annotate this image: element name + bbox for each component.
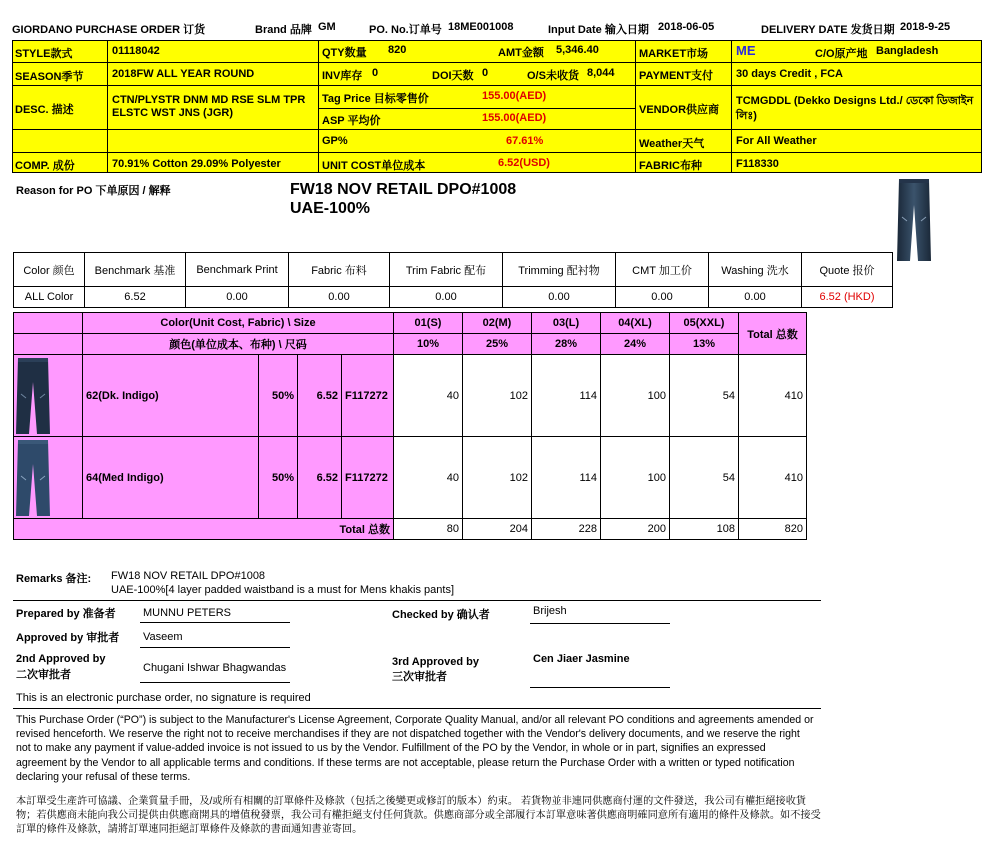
remarks-line1: FW18 NOV RETAIL DPO#1008 — [111, 570, 266, 582]
style-value: 01118042 — [112, 45, 160, 57]
desc-line1: CTN/PLYSTR DNM MD RSE SLM TPR — [112, 94, 306, 106]
vendor-line1: TCMGDDL (Dekko Designs Ltd./ ডেকো ডিজাইন — [736, 95, 974, 107]
jeans-product-image — [894, 177, 934, 263]
row-total: 410 — [739, 355, 807, 437]
footer-qty: 108 — [670, 519, 739, 540]
qty-cell: 114 — [532, 355, 601, 437]
bench-header: CMT 加工价 — [616, 253, 709, 287]
reason-line2: UAE-100% — [290, 200, 371, 217]
jeans-med-indigo-image — [14, 438, 52, 518]
asp-value: 155.00(AED) — [482, 112, 547, 124]
weather-value: For All Weather — [736, 135, 817, 147]
qty-cell: 102 — [463, 437, 532, 519]
payment-value: 30 days Credit , FCA — [736, 68, 843, 80]
vendor-line2: লিঃ) — [736, 110, 757, 122]
season-label: SEASON季节 — [15, 71, 84, 83]
bench-header: Fabric 布料 — [289, 253, 390, 287]
bench-header: Quote 报价 — [802, 253, 893, 287]
unit-cost-label: UNIT COST单位成本 — [322, 160, 426, 172]
comp-label: COMP. 成份 — [15, 160, 75, 172]
brand-label: Brand 品牌 — [255, 24, 312, 36]
color-name: 62(Dk. Indigo) — [83, 355, 259, 437]
footer-qty: 228 — [532, 519, 601, 540]
qty-cell: 40 — [394, 437, 463, 519]
checked-value: Brijesh — [533, 605, 567, 617]
size-ratio: 28% — [532, 334, 601, 355]
style-label: STYLE款式 — [15, 48, 73, 60]
amt-label: AMT金额 — [498, 47, 544, 59]
bench-value: 0.00 — [390, 287, 503, 308]
color-name: 64(Med Indigo) — [83, 437, 259, 519]
prepared-label: Prepared by 准备者 — [16, 608, 116, 620]
desc-line2: ELSTC WST JNS (JGR) — [112, 107, 234, 119]
footer-qty: 204 — [463, 519, 532, 540]
size-table-title-cn: 颜色(单位成本、布种) \ 尺码 — [83, 334, 394, 355]
inv-value: 0 — [372, 67, 379, 79]
terms-chinese: 本訂單受生產許可協議、企業質量手冊，及/或所有相關的訂單條件及條款（包括之後變更或修訂的版本）約束。 若貨物並非連同供應商付運的文件發送，我公司有權拒絕接收貨物；若供應商未能向我公司提供由供應商開具的增值稅發票，我公司有權拒絕支付任何貨款。供應商部分或全部履行本訂單意味著供應商明確同意所有適用的條件及條款。如不接受訂單的條件及條款，請將訂單連同拒絕訂單條件及條款的書面通知書並寄回。 — [16, 796, 821, 836]
footer-qty: 80 — [394, 519, 463, 540]
third-approved-value: Cen Jiaer Jasmine — [533, 653, 630, 665]
bench-value: 6.52 — [85, 287, 186, 308]
qty-cell: 40 — [394, 355, 463, 437]
delivery-date-label: DELIVERY DATE 发货日期 — [761, 24, 895, 36]
color-fabric: F117272 — [342, 437, 394, 519]
gp-value: 67.61% — [506, 135, 544, 147]
qty-cell: 100 — [601, 437, 670, 519]
footer-qty: 200 — [601, 519, 670, 540]
os-label: O/S未收货 — [527, 70, 579, 82]
bench-header: Trimming 配衬物 — [503, 253, 616, 287]
weather-label: Weather天气 — [639, 138, 705, 150]
bench-header: Trim Fabric 配布 — [390, 253, 503, 287]
color-fabric: F117272 — [342, 355, 394, 437]
total-header: Total 总数 — [739, 313, 807, 355]
bench-header: Benchmark Print — [186, 253, 289, 287]
remarks-line2: UAE-100%[4 layer padded waistband is a must for Mens khakis pants] — [111, 584, 455, 596]
company-title: GIORDANO PURCHASE ORDER 订货 — [12, 24, 206, 36]
bench-header: Washing 洗水 — [709, 253, 802, 287]
bench-value: 0.00 — [186, 287, 289, 308]
table-row — [14, 355, 807, 437]
origin-value: Bangladesh — [876, 45, 939, 57]
color-percent: 50% — [259, 355, 298, 437]
benchmark-table — [13, 252, 893, 308]
third-approved-label-en: 3rd Approved by — [392, 656, 479, 668]
color-cost: 6.52 — [298, 355, 342, 437]
bench-value: 0.00 — [503, 287, 616, 308]
payment-label: PAYMENT支付 — [639, 70, 713, 82]
input-date-label: Input Date 输入日期 — [548, 24, 649, 36]
fabric-value: F118330 — [736, 158, 779, 170]
third-approved-label-cn: 三次审批者 — [392, 671, 447, 683]
bench-header: Color 颜色 — [14, 253, 85, 287]
size-ratio: 13% — [670, 334, 739, 355]
brand-value: GM — [318, 21, 336, 33]
checked-label: Checked by 确认者 — [392, 609, 490, 621]
second-approved-label-cn: 二次审批者 — [16, 669, 71, 681]
color-percent: 50% — [259, 437, 298, 519]
footer-total-label: Total 总数 — [14, 519, 394, 540]
unit-cost-value: 6.52(USD) — [498, 157, 550, 169]
fabric-label: FABRIC布种 — [639, 160, 702, 172]
second-approved-label-en: 2nd Approved by — [16, 653, 106, 665]
size-ratio: 10% — [394, 334, 463, 355]
origin-label: C/O原产地 — [815, 48, 868, 60]
qty-cell: 102 — [463, 355, 532, 437]
approved-value: Vaseem — [143, 631, 183, 643]
reason-line1: FW18 NOV RETAIL DPO#1008 — [290, 181, 517, 198]
row-total: 410 — [739, 437, 807, 519]
input-date-value: 2018-06-05 — [658, 21, 715, 33]
po-label: PO. No.订单号 — [369, 24, 442, 36]
bench-quote-value: 6.52 (HKD) — [802, 287, 893, 308]
asp-label: ASP 平均价 — [322, 115, 381, 127]
table-row — [14, 437, 807, 519]
bench-value: ALL Color — [14, 287, 85, 308]
bench-value: 0.00 — [289, 287, 390, 308]
size-table-title-en: Color(Unit Cost, Fabric) \ Size — [83, 313, 394, 334]
bench-value: 0.00 — [616, 287, 709, 308]
second-approved-value: Chugani Ishwar Bhagwandas — [143, 662, 287, 674]
size-header: 03(L) — [532, 313, 601, 334]
doi-label: DOI天数 — [432, 70, 474, 82]
terms-english: This Purchase Order (“PO”) is subject to the Manufacturer's License Agreement, Corporate Quality Manual, and/or all relevant PO conditions and agreements amended or revised henceforth. We reserve the right not to receive merchandises if they are not dispatched together with the Vendor's delivery documents, and we reserve the right not to make any payment if value-added invoice is not issued to us by the Vendor. Fulfillment of the PO by the Vendor, in whole or in part, signifies an expressed agreement by the Vendor to all applicable terms and conditions. If these terms are not acceptable, please return the Purchase Order with a written or typed notification declaring your refusal of these terms. — [16, 714, 814, 783]
tag-price-value: 155.00(AED) — [482, 90, 547, 102]
amt-value: 5,346.40 — [556, 44, 599, 56]
qty-cell: 114 — [532, 437, 601, 519]
color-cost: 6.52 — [298, 437, 342, 519]
size-header: 04(XL) — [601, 313, 670, 334]
remarks-label: Remarks 备注: — [16, 573, 92, 585]
doi-value: 0 — [482, 67, 489, 79]
comp-value: 70.91% Cotton 29.09% Polyester — [112, 158, 281, 170]
po-value: 18ME001008 — [448, 21, 514, 33]
delivery-date-value: 2018-9-25 — [900, 21, 951, 33]
jeans-dark-indigo-image — [14, 356, 52, 436]
bench-header: Benchmark 基准 — [85, 253, 186, 287]
footer-grand-total: 820 — [739, 519, 807, 540]
qty-cell: 54 — [670, 355, 739, 437]
approved-label: Approved by 审批者 — [16, 632, 120, 644]
market-value: ME — [736, 43, 756, 58]
qty-cell: 100 — [601, 355, 670, 437]
prepared-value: MUNNU PETERS — [143, 607, 232, 619]
inv-label: INV库存 — [322, 70, 363, 82]
size-header: 01(S) — [394, 313, 463, 334]
qty-value: 820 — [388, 44, 407, 56]
reason-label: Reason for PO 下单原因 / 解释 — [16, 185, 171, 197]
size-header: 05(XXL) — [670, 313, 739, 334]
totals-row — [14, 519, 807, 540]
size-ratio: 25% — [463, 334, 532, 355]
desc-label: DESC. 描述 — [15, 104, 74, 116]
bench-value: 0.00 — [709, 287, 802, 308]
tag-price-label: Tag Price 目标零售价 — [322, 93, 429, 105]
size-header: 02(M) — [463, 313, 532, 334]
qty-label: QTY数量 — [322, 47, 367, 59]
size-breakdown-table — [13, 312, 807, 540]
os-value: 8,044 — [587, 67, 615, 79]
market-label: MARKET市场 — [639, 48, 709, 60]
qty-cell: 54 — [670, 437, 739, 519]
size-ratio: 24% — [601, 334, 670, 355]
electronic-note: This is an electronic purchase order, no signature is required — [16, 692, 311, 704]
season-value: 2018FW ALL YEAR ROUND — [112, 68, 255, 80]
gp-label: GP% — [322, 135, 348, 147]
vendor-label: VENDOR供应商 — [639, 104, 720, 116]
